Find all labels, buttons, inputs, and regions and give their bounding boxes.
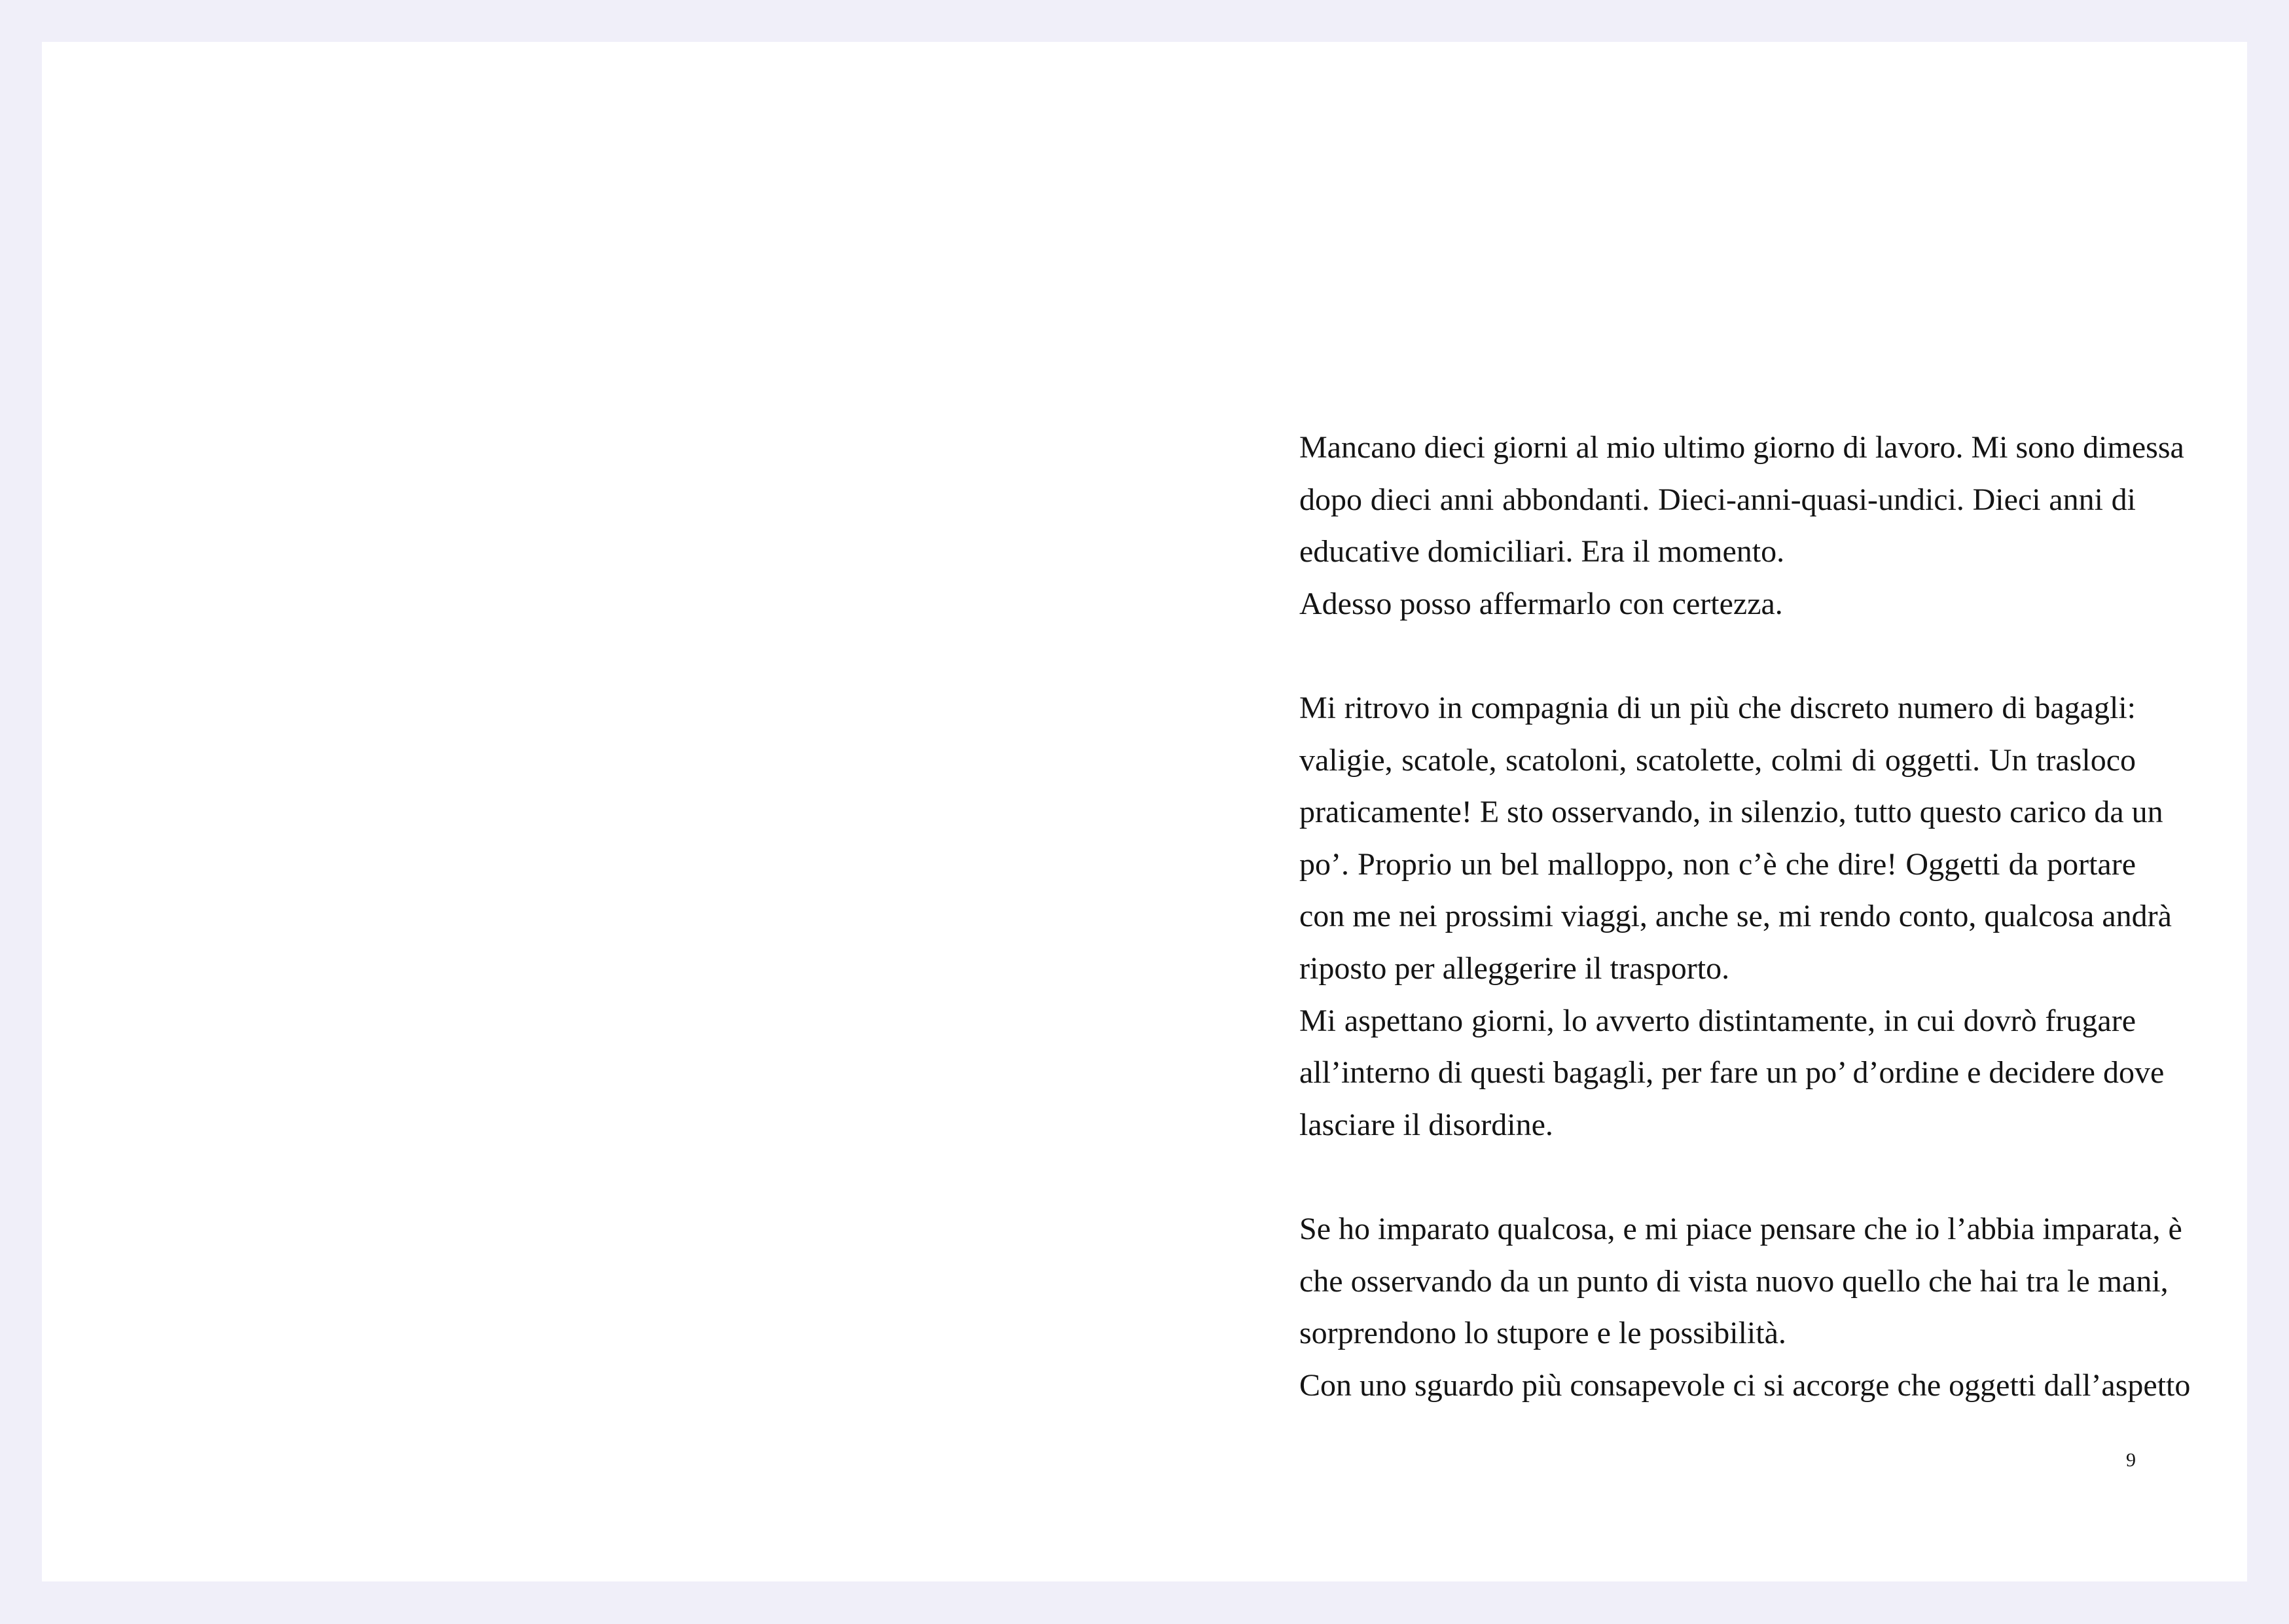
text-line: Mi ritrovo in compagnia di un più che discreto numero di bagagli: <box>1299 690 2136 725</box>
paragraph <box>1299 422 2184 630</box>
book-spread <box>42 42 2247 1581</box>
paragraph-gap <box>1299 630 2136 682</box>
page-number: 9 <box>2126 1449 2136 1471</box>
paragraph-gap <box>1299 1151 2136 1203</box>
text-line: Mancano dieci giorni al mio ultimo giorno di lavoro. Mi sono dimessa <box>1299 430 2184 465</box>
text-line: Mi aspettano giorni, lo avverto distintamente, in cui dovrò frugare <box>1299 1003 2136 1038</box>
text-line: che osservando da un punto di vista nuovo quello che hai tra le mani, <box>1299 1263 2169 1299</box>
text-line: po’. Proprio un bel malloppo, non c’è che dire! Oggetti da portare <box>1299 846 2136 882</box>
text-line: sorprendono lo stupore e le possibilità. <box>1299 1316 1786 1351</box>
text-line: all’interno di questi bagagli, per fare un po’ d’ordine e decidere dove <box>1299 1055 2165 1091</box>
text-line: valigie, scatole, scatoloni, scatolette, colmi di oggetti. Un trasloco <box>1299 742 2136 778</box>
paragraph <box>1299 1203 2191 1411</box>
text-line: Adesso posso affermarlo con certezza. <box>1299 586 1783 621</box>
text-line: dopo dieci anni abbondanti. Dieci-anni-quasi-undici. Dieci anni di <box>1299 482 2136 517</box>
paragraph <box>1299 682 2172 1151</box>
text-line: Se ho imparato qualcosa, e mi piace pensare che io l’abbia imparata, è <box>1299 1211 2182 1246</box>
text-line: riposto per alleggerire il trasporto. <box>1299 950 1730 986</box>
text-line: con me nei prossimi viaggi, anche se, mi rendo conto, qualcosa andrà <box>1299 899 2172 934</box>
text-line: Con uno sguardo più consapevole ci si accorge che oggetti dall’aspetto <box>1299 1367 2191 1403</box>
text-line: educative domiciliari. Era il momento. <box>1299 534 1785 569</box>
body-text <box>1299 422 2191 1411</box>
text-line: praticamente! E sto osservando, in silenzio, tutto questo carico da un <box>1299 795 2163 830</box>
text-line: lasciare il disordine. <box>1299 1107 1553 1142</box>
